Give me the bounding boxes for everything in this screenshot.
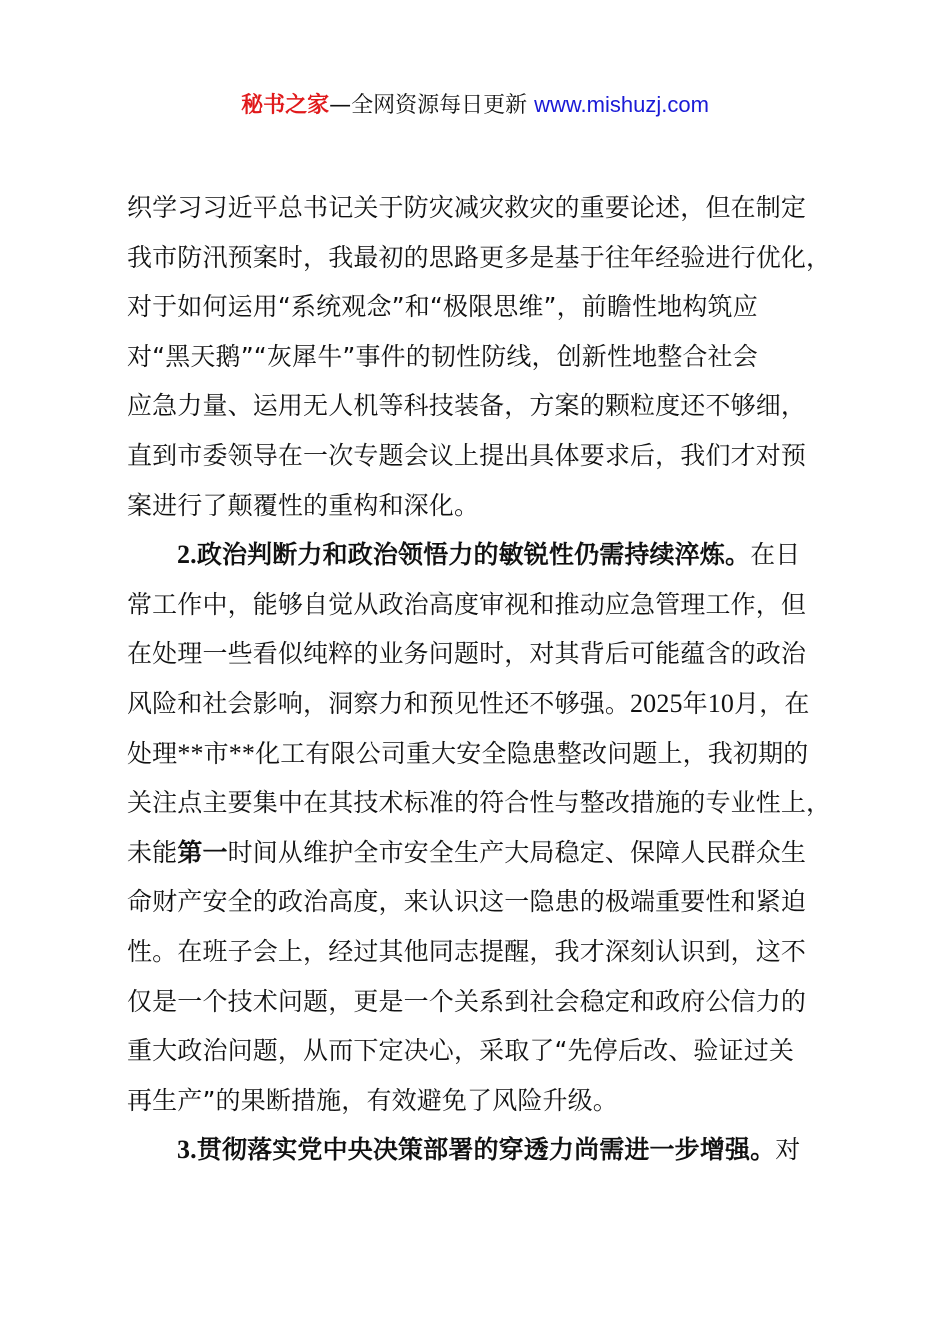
text-line: 关注点主要集中在其技术标准的符合性与整改措施的专业性上， — [127, 788, 832, 818]
header-tagline: 全网资源每日更新 — [351, 93, 528, 118]
text-line — [127, 679, 847, 729]
text-line: 直到市委领导在一次专题会议上提出具体要求后，我们才对预 — [127, 440, 807, 470]
text-line: 命财产安全的政治高度，来认识这一隐患的极端重要性和紧迫 — [127, 887, 807, 917]
text-line: 性。在班子会上，经过其他同志提醒，我才深刻认识到，这不 — [127, 936, 807, 966]
text-line: 重大政治问题，从而下定决心，采取了“先停后改、验证过关 — [127, 1036, 795, 1066]
text-line — [127, 729, 847, 779]
section-heading-line — [127, 530, 847, 580]
year-number: 2025 — [630, 688, 683, 718]
text-line: 应急力量、运用无人机等科技装备，方案的颗粒度还不够细， — [127, 391, 807, 421]
section-text: 对 — [775, 1135, 801, 1165]
site-header — [0, 88, 950, 123]
text-segment: 时间从维护全市安全生产大局稳定、保障人民群众生 — [227, 837, 807, 867]
text-segment: 市 — [203, 738, 229, 768]
text-segment: 未能 — [127, 837, 178, 867]
brand-name: 秘书之家 — [241, 93, 330, 118]
bold-text: 第一 — [177, 837, 228, 867]
text-line: 再生产”的果断措施，有效避免了风险升级。 — [127, 1085, 618, 1115]
month-number: 10 — [707, 688, 735, 718]
text-line: 在处理一些看似纯粹的业务问题时，对其背后可能蕴含的政治 — [127, 639, 807, 669]
text-line: 对于如何运用“系统观念”和“极限思维”，前瞻性地构筑应 — [127, 292, 758, 322]
section-text: 在日 — [750, 540, 801, 570]
text-segment: 化工有限公司重大安全隐患整改问题上，我初期的 — [255, 738, 809, 768]
section-heading: 贯彻落实党中央决策部署的穿透力尚需进一步增强。 — [196, 1135, 776, 1165]
text-line: 织学习习近平总书记关于防灾减灾救灾的重要论述，但在制定 — [127, 193, 807, 222]
header-dash: — — [329, 93, 352, 118]
site-url-link[interactable]: www.mishuzj.com — [534, 92, 709, 117]
text-line: 对“黑天鹅”“灰犀牛”事件的韧性防线，创新性地整合社会 — [127, 341, 758, 371]
text-segment: 月，在 — [734, 688, 810, 718]
section-number: 2. — [177, 540, 197, 570]
section-heading: 政治判断力和政治领悟力的敏锐性仍需持续淬炼。 — [196, 540, 751, 570]
section-number: 3. — [177, 1135, 197, 1165]
text-segment: 年 — [682, 688, 708, 718]
text-segment: 处理 — [127, 738, 178, 768]
text-line — [127, 828, 847, 878]
text-line: 案进行了颠覆性的重构和深化。 — [127, 490, 480, 520]
text-segment: 风险和社会影响，洞察力和预见性还不够强。 — [127, 688, 631, 718]
redacted-stars: ** — [228, 738, 256, 768]
section-heading-line — [127, 1125, 847, 1175]
redacted-stars: ** — [177, 738, 204, 768]
text-line: 常工作中，能够自觉从政治高度审视和推动应急管理工作，但 — [127, 589, 807, 619]
document-body — [127, 183, 847, 1175]
text-line: 我市防汛预案时，我最初的思路更多是基于往年经验进行优化， — [127, 242, 832, 272]
text-line: 仅是一个技术问题，更是一个关系到社会稳定和政府公信力的 — [127, 986, 807, 1016]
